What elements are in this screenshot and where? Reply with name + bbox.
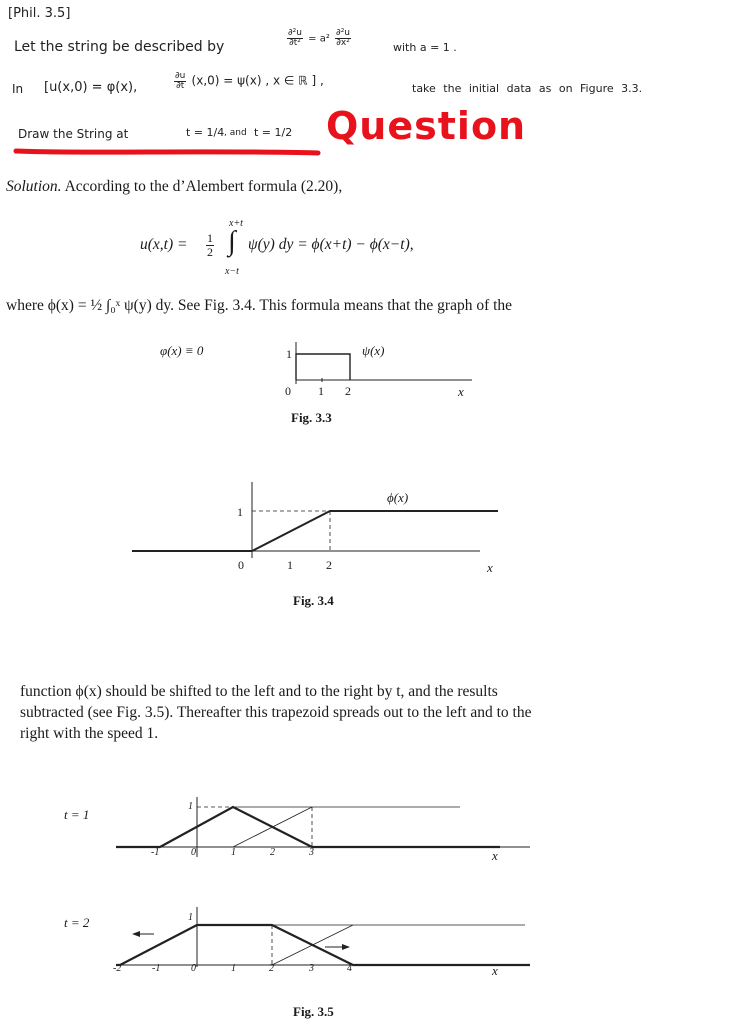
fig35-t1-x-tick-2: 2 [270,847,275,858]
fig33-x-label: x [458,384,464,399]
fig34-x-label: x [487,560,493,575]
fig33-phi-label: φ(x) ≡ 0 [160,343,204,358]
fig35-t2-x-tick-4: 4 [347,963,352,974]
problem-header: [Phil. 3.5] [8,6,71,21]
question-label: Question [326,104,527,148]
fig35-t2-solution-curve [116,925,530,965]
fig34-y-tick: 1 [237,505,243,519]
fig35-t1-y-tick: 1 [188,801,193,812]
red-underline-stroke [16,151,318,153]
ut-fraction: $\frac{\partial u}{\partial t}$ [175,71,186,91]
problem-line3-draw: Draw the String at [18,127,129,141]
fig35-t2-x-label: x [492,963,498,978]
fig33-caption: Fig. 3.3 [291,410,332,425]
right-arrow-icon [325,944,350,950]
fig35-caption: Fig. 3.5 [293,1004,334,1019]
fig34-x-tick-2: 2 [326,558,332,572]
fig34-phi-label: ϕ(x) [387,490,409,505]
fig35-t1-solution-curve [116,807,500,847]
problem-line2-cond1: [u(x,0) = φ(x), [44,80,138,95]
para-line-2: subtracted (see Fig. 3.5). Thereafter this trapezoid spreads out to the left and to the [20,704,532,721]
fig33-plot [270,338,480,400]
formula-integrand: ψ(y) dy = ϕ(x+t) − ϕ(x−t), [248,236,414,253]
solution-lead-rest: According to the d’Alembert formula (2.20), [64,178,343,195]
fig34-phi-graph [132,511,498,551]
fig33-x-tick-1: 1 [318,384,324,398]
fig34-x-tick-1: 1 [287,558,293,572]
fig35-t2-plot [100,905,540,975]
problem-line1-with: with a = 1 . [393,41,457,54]
fig35-t1-x-tick-0: 0 [191,847,196,858]
problem-line1-text: Let the string be described by [14,39,225,55]
fig35-t1-x-tick-1: 1 [231,847,236,858]
fig35-t2-x-tick-1: 1 [231,963,236,974]
fig33-y-tick: 1 [286,347,292,361]
integral-sign: ∫ [228,226,236,257]
para-line-1: function ϕ(x) should be shifted to the left and to the right by t, and the results [20,683,498,700]
solution-lead-word: Solution. [6,178,62,195]
left-arrow-icon [132,931,154,937]
formula-half: $\frac{1}{2}$ [207,231,213,259]
fig35-t2-x-tick-2: 2 [269,963,274,974]
pde-rhs: $\frac{\text{∂²u}}{\text{∂x²}}$ [336,28,351,48]
pde-lhs: $\frac{\text{∂²u}}{\text{∂t²}}$ [288,28,302,48]
fig34-x-tick-0: 0 [238,558,244,572]
problem-line3-t1: t = 1/4 [186,126,225,139]
formula-lhs: u(x,t) = [140,236,188,253]
fig35-t2-x-tick-m1: -1 [152,963,161,974]
problem-line2-cond2-text: (x,0) = ψ(x) , x ∈ ℝ ] , [191,73,324,88]
fig34-plot [120,480,510,570]
problem-line2-in: In [12,82,24,96]
fig33-psi-label: ψ(x) [362,343,385,358]
formula-upper-limit: x+t [229,218,243,229]
fig33-x-tick-2: 2 [345,384,351,398]
fig35-t2-x-tick-0: 0 [191,963,196,974]
problem-line3-and: , and [224,128,247,138]
solution-lead [6,178,342,196]
problem-line2-take: take the initial data as on Figure 3.3. [412,82,643,95]
fig33-psi-graph [296,354,350,380]
where-line: where ϕ(x) = ½ ∫₀ˣ ψ(y) dy. See Fig. 3.4. This formula means that the graph of the [6,297,513,314]
fig35-t1-x-label: x [492,848,498,863]
fig33-x-tick-0: 0 [285,384,291,398]
formula-lower-limit: x−t [225,266,239,277]
fig35-t1-x-tick-3: 3 [309,847,314,858]
fig35-t1-label: t = 1 [64,807,90,822]
fig35-t2-y-tick: 1 [188,912,193,923]
fig35-t1-x-tick-m1: -1 [151,847,160,858]
problem-line3-t2: t = 1/2 [254,126,293,139]
pde-eq: = a² [308,33,330,45]
fig35-t2-x-tick-m2: -2 [113,963,122,974]
fig35-t1-plot [100,795,540,865]
fig35-t2-label: t = 2 [64,915,90,930]
para-line-3: right with the speed 1. [20,725,159,742]
fig34-caption: Fig. 3.4 [293,593,334,608]
fig35-t2-x-tick-3: 3 [309,963,314,974]
